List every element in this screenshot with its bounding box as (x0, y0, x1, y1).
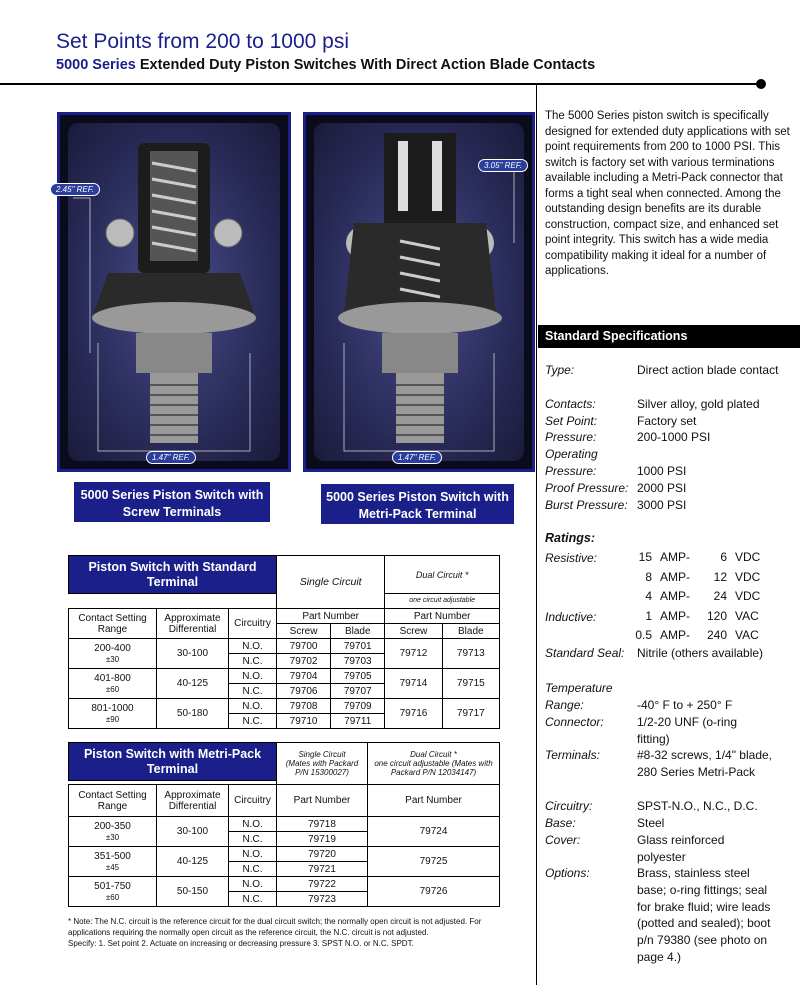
range-cell (69, 877, 157, 907)
differential-cell: 50-180 (157, 699, 229, 729)
spec-value: 200-1000 PSI (637, 430, 711, 444)
spec-label: Type: (545, 363, 575, 377)
spec-label: Operating Pressure: (545, 447, 598, 478)
blade-part: 79705 (331, 669, 385, 684)
ratings-resistive-label: Resistive: (545, 551, 598, 565)
footnote-note: * Note: The N.C. circuit is the reference circuit for the dual circuit switch; the normally open circuit is not adjusted. For applications requiring the normally open circuit as the reference circuit, the N.C. circuit is not adjusted. (68, 917, 482, 937)
page-subtitle (56, 57, 595, 73)
single-part: 79723 (277, 892, 368, 907)
circuitry-cell: N.C. (229, 654, 277, 669)
screw-part: 79706 (277, 684, 331, 699)
range-value: 200-400 (94, 642, 131, 654)
blade-part: 79711 (331, 714, 385, 729)
rating-volt: 12 (713, 570, 727, 584)
spec-label: Base: (545, 816, 576, 830)
spec-label: Temperature Range: (545, 681, 613, 712)
screw-part: 79700 (277, 639, 331, 654)
spec-value: Brass, stainless steel base; o-ring fittings; seal for brake fluid; wire leads (potted and sealed); boot p/n 79380 (see photo on page 4.) (637, 866, 771, 964)
blade-header: Blade (331, 624, 385, 639)
differential-cell: 40-125 (157, 847, 229, 877)
circuitry-cell: N.O. (229, 877, 277, 892)
rating-volt: 24 (713, 589, 727, 603)
rating-amp: 8 (645, 570, 652, 584)
photo-background (314, 123, 524, 461)
spec-label: Contacts: (545, 397, 596, 411)
single-part: 79718 (277, 817, 368, 832)
single-circuit-header: Single Circuit (277, 556, 385, 609)
circuitry-cell: N.O. (229, 847, 277, 862)
range-tolerance: ±30 (105, 832, 120, 842)
table-row (69, 877, 500, 892)
screw-part: 79702 (277, 654, 331, 669)
column-divider (536, 85, 537, 985)
table-row (69, 817, 500, 832)
range-value: 351-500 (94, 850, 131, 862)
spec-value: Steel (637, 816, 665, 830)
range-value: 200-350 (94, 820, 131, 832)
footnote-specify: Specify: 1. Set point 2. Actuate on increasing or decreasing pressure 3. SPST N.O. or N.C. SPDT. (68, 939, 414, 948)
rating-volt: 120 (706, 609, 727, 623)
spec-label: Options: (545, 866, 590, 880)
rating-volt-type: VDC (735, 589, 761, 603)
photo-metri-pack (303, 112, 535, 472)
rating-amp: 4 (645, 589, 652, 603)
spec-value: SPST-N.O., N.C., D.C. (637, 799, 758, 813)
dual-circuit-header: Dual Circuit * (385, 556, 500, 594)
table-row (69, 847, 500, 862)
range-cell (69, 669, 157, 699)
single-part: 79720 (277, 847, 368, 862)
part-number-header: Part Number (385, 609, 500, 624)
screw-header: Screw (277, 624, 331, 639)
range-cell (69, 817, 157, 847)
spec-value: 1000 PSI (637, 464, 687, 478)
spec-value: #8-32 screws, 1/4" blade, 280 Series Metri-Pack (637, 748, 772, 779)
spec-label: Pressure: (545, 430, 597, 444)
circuitry-cell: N.C. (229, 714, 277, 729)
single-part: 79722 (277, 877, 368, 892)
circuitry-cell: N.O. (229, 639, 277, 654)
photo-screw-terminals (57, 112, 291, 472)
rating-amp-unit: AMP- (660, 570, 690, 584)
dimension-ref-bottom: 1.47" REF. (146, 451, 196, 464)
differential-cell: 30-100 (157, 817, 229, 847)
rating-volt: 240 (706, 628, 727, 642)
single-circuit-note: (Mates with Packard P/N 15300027) (285, 759, 359, 777)
rating-volt-type: VAC (735, 609, 759, 623)
single-circuit-title: Single Circuit (298, 750, 346, 759)
part-number-header: Part Number (277, 785, 368, 817)
blade-part: 79701 (331, 639, 385, 654)
spec-value: Nitrile (others available) (637, 646, 764, 660)
spec-value: Direct action blade contact (637, 363, 779, 377)
dual-screw-part: 79714 (385, 669, 442, 699)
switch-cutaway-illustration (68, 123, 280, 461)
spec-label: Set Point: (545, 414, 598, 428)
rating-amp: 0.5 (635, 628, 652, 642)
dual-part: 79725 (368, 847, 500, 877)
spacer (69, 594, 277, 609)
blade-part: 79703 (331, 654, 385, 669)
metri-pack-table (68, 742, 500, 907)
rating-volt-type: VAC (735, 628, 759, 642)
part-number-header: Part Number (277, 609, 385, 624)
circuitry-cell: N.O. (229, 817, 277, 832)
range-cell (69, 639, 157, 669)
header-rule (0, 83, 762, 85)
spec-label: Terminals: (545, 748, 600, 762)
range-cell (69, 699, 157, 729)
rating-volt: 6 (720, 550, 727, 564)
single-part: 79721 (277, 862, 368, 877)
rating-amp-unit: AMP- (660, 550, 690, 564)
footnote (68, 916, 508, 949)
range-value: 501-750 (94, 880, 131, 892)
screw-part: 79710 (277, 714, 331, 729)
photo-background (68, 123, 280, 461)
differential-cell: 40-125 (157, 669, 229, 699)
differential-cell: 30-100 (157, 639, 229, 669)
dual-circuit-note: one circuit adjustable (Mates with Packard P/N 12034147) (374, 759, 493, 777)
rating-amp: 1 (645, 609, 652, 623)
dual-part: 79726 (368, 877, 500, 907)
col-diff-header: Approximate Differential (157, 785, 229, 817)
spec-value: Factory set (637, 414, 697, 428)
screw-part: 79704 (277, 669, 331, 684)
screw-part: 79708 (277, 699, 331, 714)
table-row (69, 669, 500, 684)
spec-value: -40° F to + 250° F (637, 698, 733, 712)
rating-amp-unit: AMP- (660, 609, 690, 623)
spec-label: Cover: (545, 833, 581, 847)
page-title: Set Points from 200 to 1000 psi (56, 30, 350, 53)
rating-volt-type: VDC (735, 570, 761, 584)
circuitry-cell: N.O. (229, 699, 277, 714)
range-tolerance: ±60 (105, 892, 120, 902)
spec-label: Circuitry: (545, 799, 593, 813)
subtitle-text: Extended Duty Piston Switches With Direct Action Blade Contacts (139, 57, 596, 73)
differential-cell: 50-150 (157, 877, 229, 907)
col-range-header: Contact Setting Range (69, 785, 157, 817)
range-value: 401-800 (94, 672, 131, 684)
circuitry-cell: N.C. (229, 684, 277, 699)
rating-amp-unit: AMP- (660, 589, 690, 603)
switch-cutaway-illustration (314, 123, 524, 461)
table-title: Piston Switch with Metri-Pack Terminal (69, 743, 277, 781)
range-value: 801-1000 (91, 702, 134, 714)
col-range-header: Contact Setting Range (69, 609, 157, 639)
photo-caption-metri-pack: 5000 Series Piston Switch with Metri-Pack Terminal (321, 484, 514, 524)
dual-part: 79724 (368, 817, 500, 847)
table-row (69, 699, 500, 714)
range-tolerance: ±60 (105, 684, 120, 694)
spec-label: Proof Pressure: (545, 481, 629, 495)
table-row (69, 639, 500, 654)
spec-value: 2000 PSI (637, 481, 687, 495)
dual-circuit-note: one circuit adjustable (385, 594, 500, 609)
standard-terminal-table (68, 555, 500, 729)
ratings-inductive-label: Inductive: (545, 610, 597, 624)
dual-blade-part: 79713 (442, 639, 499, 669)
spec-label: Standard Seal: (545, 646, 625, 660)
rating-volt-type: VDC (735, 550, 761, 564)
range-tolerance: ±90 (105, 714, 120, 724)
blade-part: 79709 (331, 699, 385, 714)
dual-circuit-title: Dual Circuit * (410, 750, 457, 759)
single-circuit-header (277, 743, 368, 785)
single-part: 79719 (277, 832, 368, 847)
rating-amp: 15 (638, 550, 652, 564)
dual-blade-part: 79717 (442, 699, 499, 729)
spec-label: Burst Pressure: (545, 498, 628, 512)
blade-part: 79707 (331, 684, 385, 699)
dimension-ref-top: 2.45" REF. (50, 183, 100, 196)
spec-value: Glass reinforced polyester (637, 833, 725, 864)
dual-circuit-header (368, 743, 500, 785)
spec-value: Silver alloy, gold plated (637, 397, 760, 411)
ratings-heading: Ratings: (545, 531, 595, 545)
range-cell (69, 847, 157, 877)
intro-paragraph: The 5000 Series piston switch is specifically designed for extended duty applications with set point requirements from 200 to 1000 PSI. This switch is factory set with various terminations available including a Metri-Pack connector that forms a tight seal when connected. Among the outstanding design benefits are its durable construction, compact size, and enhanced set point integrity. This switch has a wide media compatibility making it ideal for a number of applications. (545, 110, 790, 277)
range-tolerance: ±45 (105, 862, 120, 872)
col-circuitry-header: Circuitry (229, 609, 277, 639)
col-circuitry-header: Circuitry (229, 785, 277, 817)
part-number-header: Part Number (368, 785, 500, 817)
specs-heading: Standard Specifications (538, 325, 800, 348)
circuitry-cell: N.C. (229, 832, 277, 847)
dimension-ref-top: 3.05" REF. (478, 159, 528, 172)
subtitle-series: 5000 Series (56, 57, 136, 73)
spec-value: 3000 PSI (637, 498, 687, 512)
dual-blade-part: 79715 (442, 669, 499, 699)
col-diff-header: Approximate Differential (157, 609, 229, 639)
spec-label: Connector: (545, 715, 604, 729)
screw-header: Screw (385, 624, 442, 639)
dimension-ref-bottom: 1.47" REF. (392, 451, 442, 464)
blade-header: Blade (442, 624, 499, 639)
circuitry-cell: N.C. (229, 892, 277, 907)
dual-screw-part: 79712 (385, 639, 442, 669)
rating-amp-unit: AMP- (660, 628, 690, 642)
spec-value: 1/2-20 UNF (o-ring fitting) (637, 715, 738, 746)
header-rule-dot (756, 79, 766, 89)
range-tolerance: ±30 (105, 654, 120, 664)
circuitry-cell: N.C. (229, 862, 277, 877)
circuitry-cell: N.O. (229, 669, 277, 684)
table-title: Piston Switch with Standard Terminal (69, 556, 277, 594)
dual-screw-part: 79716 (385, 699, 442, 729)
photo-caption-screw: 5000 Series Piston Switch with Screw Terminals (74, 482, 270, 522)
